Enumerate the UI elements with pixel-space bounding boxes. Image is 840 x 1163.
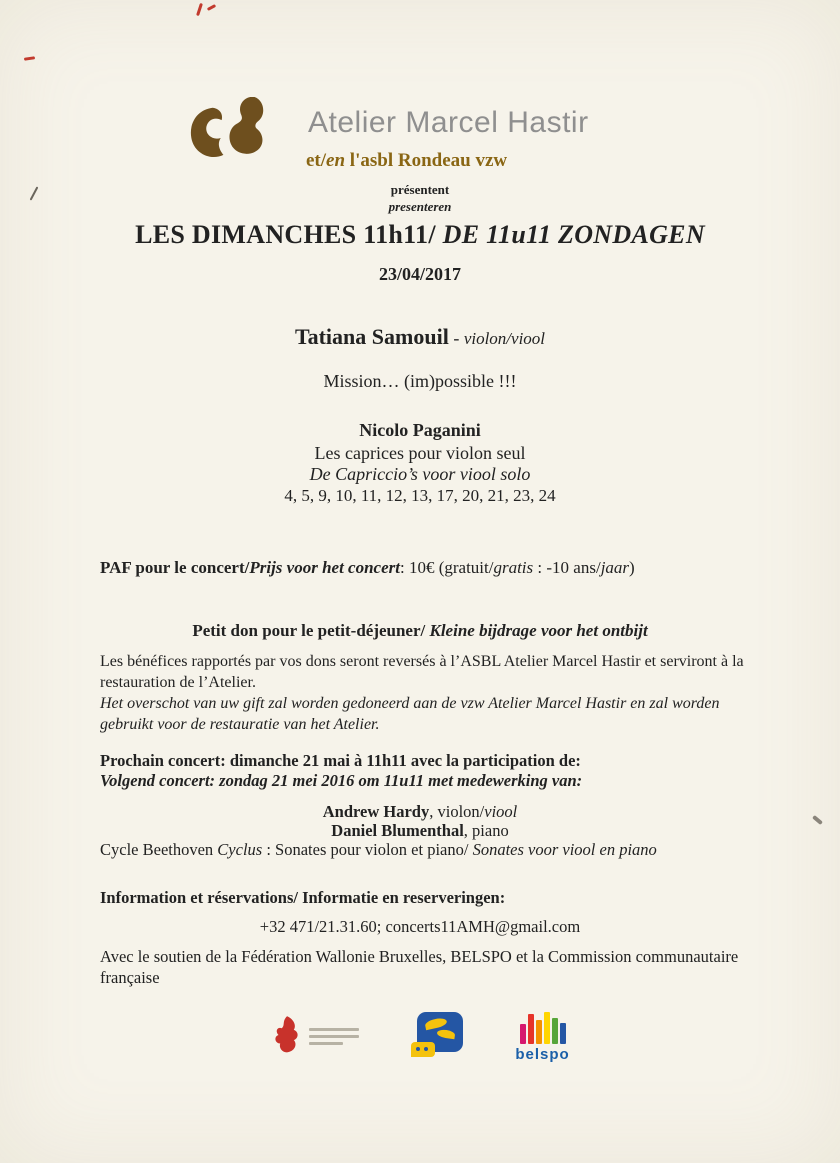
- belspo-label: belspo: [515, 1046, 570, 1063]
- event-title-nl: DE 11u11 ZONDAGEN: [435, 220, 705, 249]
- price-gratis: gratis: [493, 558, 534, 577]
- scan-artifact: [207, 4, 216, 11]
- next-artist-1-role: , violon/: [429, 802, 485, 821]
- event-title: [0, 220, 840, 250]
- federation-wallonie-bruxelles-logo: [270, 1012, 359, 1058]
- next-artist-2-role: , piano: [463, 821, 509, 840]
- bird-wing-icon: [437, 1029, 456, 1039]
- composer-name: Nicolo Paganini: [359, 420, 481, 440]
- info-heading: Information et réservations/ Informatie en reserveringen:: [100, 888, 506, 907]
- price-label-nl: Prijs voor het concert: [249, 558, 400, 577]
- logo-caption-lines: [309, 1028, 359, 1045]
- donation-heading-nl: Kleine bijdrage voor het ontbijt: [425, 621, 648, 640]
- asbl-et: et/: [306, 150, 327, 171]
- belspo-logo: [515, 1012, 569, 1063]
- red-rooster-icon: [270, 1012, 304, 1058]
- performer-name: Tatiana Samouil: [294, 324, 449, 349]
- concert-theme: Mission… (im)possible !!!: [323, 371, 517, 391]
- donation-heading-fr: Petit don pour le petit-déjeuner/: [192, 621, 426, 640]
- next-concert-fr: Prochain concert: dimanche 21 mai à 11h11 avec la participation de:: [100, 751, 581, 770]
- present-label-nl: presenteren: [388, 199, 452, 214]
- present-label-fr: présentent: [390, 182, 450, 197]
- event-date: 23/04/2017: [378, 264, 461, 284]
- donation-body-fr: Les bénéfices rapportés par vos dons seront reversés à l’ASBL Atelier Marcel Hastir et serviront à la restauration de l’Atelier.: [100, 653, 744, 691]
- caprice-numbers: 4, 5, 9, 10, 11, 12, 13, 17, 20, 21, 23, 24: [284, 486, 556, 505]
- support-line: Avec le soutien de la Fédération Wallonie Bruxelles, BELSPO et la Commission communautaire française: [100, 947, 739, 987]
- scan-artifact: [24, 56, 35, 61]
- footer-logos: [0, 1012, 840, 1063]
- community-logo: [411, 1012, 463, 1058]
- scan-artifact: [196, 3, 203, 16]
- org-name: Atelier Marcel Hastir: [308, 106, 589, 139]
- belspo-bars-icon: [520, 1012, 566, 1044]
- program-title-fr: Les caprices pour violon seul: [314, 443, 526, 463]
- next-concert-nl: Volgend concert: zondag 21 mei 2016 om 11u11 met medewerking van:: [100, 771, 583, 790]
- next-artist-1: [0, 802, 840, 822]
- price-line: [100, 558, 635, 578]
- speech-bubble-icon: [411, 1042, 435, 1057]
- cycle-line: [100, 840, 657, 860]
- next-artist-2: [0, 821, 840, 841]
- next-artist-2-name: Daniel Blumenthal: [331, 821, 464, 840]
- price-label-fr: PAF pour le concert/: [100, 558, 250, 577]
- price-close: ): [629, 558, 635, 577]
- price-age: : -10 ans/: [533, 558, 601, 577]
- asbl-en: en: [326, 150, 346, 171]
- bird-wing-icon: [425, 1017, 448, 1030]
- donation-body-nl: Het overschot van uw gift zal worden gedoneerd aan de vzw Atelier Marcel Hastir en zal worden gebruikt voor de restauratie van het Atelier.: [100, 695, 720, 733]
- asbl-line: [306, 150, 507, 172]
- program-title-nl: De Capriccio’s voor viool solo: [309, 464, 531, 484]
- donation-body: [100, 651, 748, 735]
- cycle-fr-2: : Sonates pour violon et piano/: [262, 840, 473, 859]
- cycle-nl-1: Cyclus: [217, 840, 263, 859]
- performer-line: [0, 324, 840, 350]
- donation-heading: [0, 621, 840, 641]
- performer-role: violon/viool: [463, 329, 546, 348]
- cycle-nl-2: Sonates voor viool en piano: [472, 840, 657, 859]
- performer-dash: -: [448, 328, 464, 348]
- next-artist-1-role-nl: viool: [484, 802, 518, 821]
- price-value: : 10€ (gratuit/: [399, 558, 494, 577]
- contact-line: +32 471/21.31.60; concerts11AMH@gmail.com: [259, 917, 581, 936]
- event-title-fr: LES DIMANCHES 11h11/: [135, 220, 436, 249]
- asbl-rest: l'asbl Rondeau vzw: [345, 150, 508, 171]
- next-artist-1-name: Andrew Hardy: [322, 802, 430, 821]
- cycle-fr-1: Cycle Beethoven: [100, 840, 218, 859]
- price-jaar: jaar: [600, 558, 630, 577]
- violin-logo-icon: [186, 92, 284, 184]
